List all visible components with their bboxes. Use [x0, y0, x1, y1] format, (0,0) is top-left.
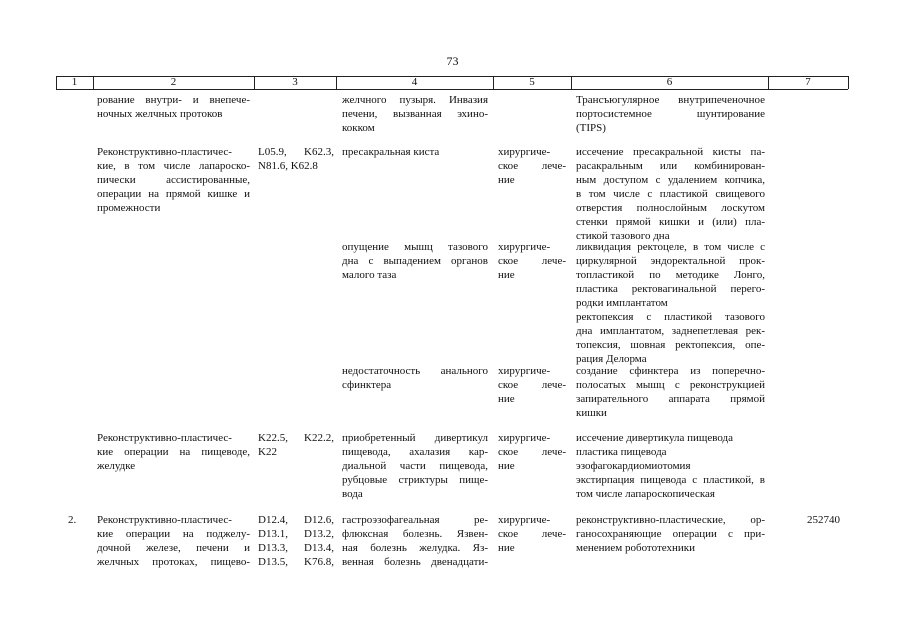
table-cell-procedure: рование внутри- и внепече- ночных желчных протоков	[97, 94, 250, 120]
table-cell-diagnosis: гастроэзофагеальная ре- флюксная болезнь. Язвен- ная болезнь желудка. Яз- венная болезнь двенадцати-	[342, 514, 488, 568]
column-number-4: 4	[411, 76, 418, 88]
table-cell-method: иссечение пресакральной кисты па- расакральным или комбинирован- ным доступом с удалением копчика, в том числе с пластикой свищевого отверстия полнослойным лоскутом стенки прямой кишки и (или) пла- стикой тазового дна	[576, 146, 765, 242]
table-cell-icd-codes: D12.4, D12.6, D13.1, D13.2, D13.3, D13.4, D13.5, K76.8,	[258, 514, 334, 568]
table-cell-procedure: Реконструктивно-пластичес- кие, в том числе лапароско- пически ассистированные, операции на прямой кишке и промежности	[97, 146, 250, 214]
table-cell-diagnosis: недостаточность анального сфинктера	[342, 365, 488, 391]
page-number: 73	[446, 54, 459, 68]
table-cell-diagnosis: приобретенный дивертикул пищевода, ахалазия кар- диальной части пищевода, рубцовые стриктуры пище- вода	[342, 432, 488, 500]
column-number-2: 2	[170, 76, 177, 88]
table-cell-procedure: Реконструктивно-пластичес- кие операции на пищеводе, желудке	[97, 432, 250, 472]
table-cell-method: создание сфинктера из поперечно- полосатых мышц с реконструкцией запирательного аппарата прямой кишки	[576, 365, 765, 419]
table-cell-method: ликвидация ректоцеле, в том числе с циркулярной эндоректальной прок- топластикой по методике Лонго, пластика ректовагинальной перего- родки имплантатом ректопексия с пластикой тазового дна имплантатом, заднепетлевая рек- топексия, шовная ректопексия, опе- рация Делорма	[576, 241, 765, 365]
column-number-1: 1	[71, 76, 78, 88]
table-cell-treatment: хирургиче- ское лече- ние	[498, 432, 566, 472]
table-cell-method: реконструктивно-пластические, ор- ганосохраняющие операции с при- менением робототехники	[576, 514, 765, 554]
column-number-5: 5	[529, 76, 535, 88]
table-cell-method: Трансъюгулярное внутрипеченочное портосистемное шунтирование (TIPS)	[576, 94, 765, 134]
table-cell-procedure: Реконструктивно-пластичес- кие операции на поджелу- дочной железе, печени и желчных протоках, пищево-	[97, 514, 250, 568]
table-cell-diagnosis: пресакральная киста	[342, 146, 440, 158]
table-cell-treatment: хирургиче- ское лече- ние	[498, 365, 566, 405]
table-cell-icd-codes: L05.9, K62.3, N81.6, K62.8	[258, 146, 334, 172]
table-cell-row-number: 2.	[68, 514, 77, 526]
table-cell-treatment: хирургиче- ское лече- ние	[498, 146, 566, 186]
table-cell-treatment: хирургиче- ское лече- ние	[498, 514, 566, 554]
header-bottom-rule	[56, 89, 848, 90]
table-cell-diagnosis: желчного пузыря. Инвазия печени, вызванная эхино- кокком	[342, 94, 488, 134]
table-cell-cost: 252740	[807, 514, 840, 526]
column-number-7: 7	[805, 76, 811, 88]
table-cell-treatment: хирургиче- ское лече- ние	[498, 241, 566, 281]
table-cell-diagnosis: опущение мышц тазового дна с выпадением органов малого таза	[342, 241, 488, 281]
column-number-6: 6	[666, 76, 673, 88]
column-number-3: 3	[292, 76, 298, 88]
table-cell-method: иссечение дивертикула пищевода пластика пищевода эзофагокардиомиотомия экстирпация пищевода с пластикой, в том числе лапароскопическая	[576, 432, 765, 500]
column-divider	[848, 76, 849, 89]
table-cell-icd-codes: K22.5, K22.2, K22	[258, 432, 334, 458]
